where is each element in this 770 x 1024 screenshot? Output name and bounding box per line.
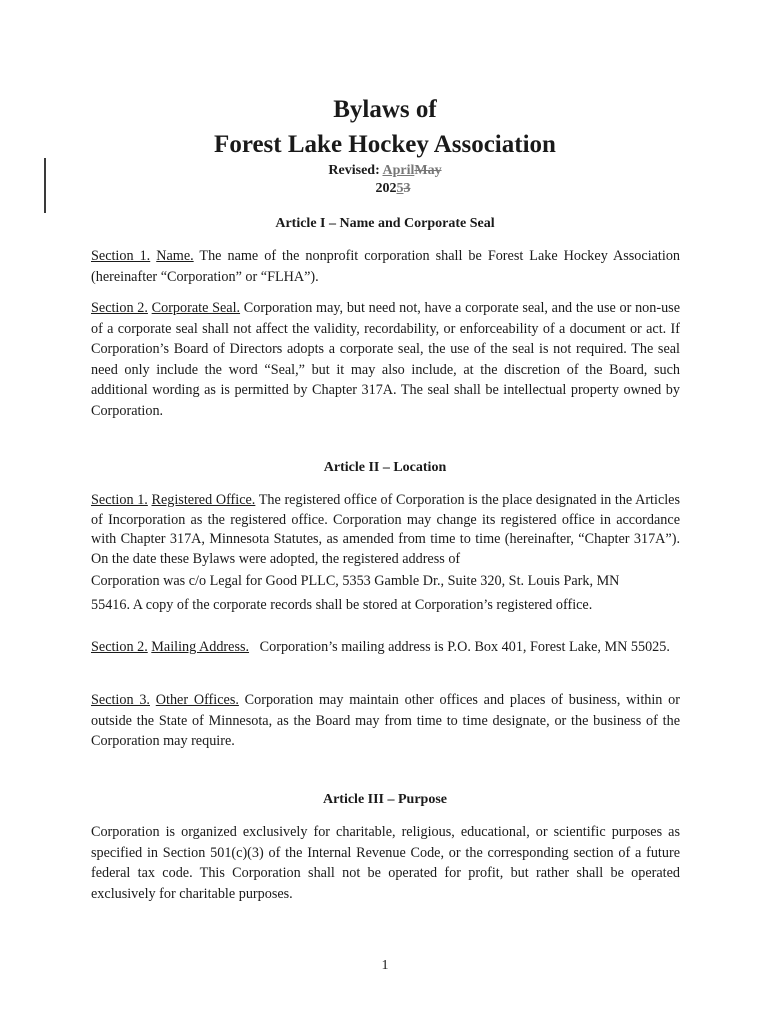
section-title: Corporate Seal. bbox=[151, 300, 241, 316]
article-2-section-2 bbox=[91, 637, 680, 658]
article-1-heading: Article I – Name and Corporate Seal bbox=[275, 216, 495, 231]
revised-year-line bbox=[0, 180, 770, 197]
section-title: Registered Office. bbox=[151, 492, 256, 508]
deleted-month: May bbox=[414, 163, 442, 178]
section-number: Section 2. bbox=[91, 639, 148, 655]
deleted-year-digit: 3 bbox=[403, 181, 411, 196]
section-number: Section 3. bbox=[91, 692, 150, 708]
document-title-line1: Bylaws of bbox=[333, 96, 437, 123]
section-number: Section 1. bbox=[91, 492, 148, 508]
section-title: Name. bbox=[156, 248, 194, 264]
revised-label: Revised: bbox=[328, 163, 383, 178]
section-title: Other Offices. bbox=[155, 692, 239, 708]
section-number: Section 1. bbox=[91, 248, 151, 264]
article-2-section-1 bbox=[91, 491, 680, 569]
article-3-paragraph: Corporation is organized exclusively for charitable, religious, educational, or scientific purposes as specified in Section 501(c)(3) of the Internal Revenue Code, or the corresponding section of a future federal tax code. This Corporation shall not be operated for profit, but rather shall be operated exclusively for charitable purposes. bbox=[91, 824, 680, 902]
section-text: The name of the nonprofit corporation shall be Forest Lake Hockey Association (hereinafter “Corporation” or “FLHA”). bbox=[91, 248, 680, 285]
inserted-month: April bbox=[382, 163, 415, 178]
section-title: Mailing Address. bbox=[151, 639, 250, 655]
article-1-section-1 bbox=[91, 246, 680, 287]
article-2-heading: Article II – Location bbox=[323, 460, 447, 475]
section-text: Corporation may maintain other offices and places of business, within or outside the State of Minnesota, as the Board may from time to time designate, or the business of the Corporation may require. bbox=[91, 692, 680, 749]
article-2-section-1-line2: Corporation was c/o Legal for Good PLLC, 5353 Gamble Dr., Suite 320, St. Louis Park, MN bbox=[91, 573, 620, 589]
section-text: Corporation may, but need not, have a corporate seal, and the use or non-use of a corporate seal shall not affect the validity, recordability, or enforceability of a document or act. If Corporation’s Board of Directors adopts a corporate seal, the use of the seal is not required. The seal need only include the word “Seal,” but it may also include, at the discretion of the Board, such additional wording as is permitted by Chapter 317A. The seal shall be intellectual property owned by Corporation. bbox=[91, 300, 680, 419]
section-text: Corporation’s mailing address is P.O. Box 401, Forest Lake, MN 55025. bbox=[249, 639, 670, 655]
section-number: Section 2. bbox=[91, 300, 148, 316]
article-2-section-1-line3: 55416. A copy of the corporate records shall be stored at Corporation’s registered office. bbox=[91, 597, 593, 613]
article-3-heading: Article III – Purpose bbox=[322, 792, 448, 807]
inserted-year-digit: 5 bbox=[396, 181, 404, 196]
section-text: The registered office of Corporation is the place designated in the Articles of Incorporation as the registered office. Corporation may change its registered office in accordance with Chapter 317A, Minnesota Statutes, as amended from time to time (hereinafter, “Chapter 317A”). On the date these Bylaws were adopted, the registered address of bbox=[91, 492, 680, 567]
revised-year-prefix: 202 bbox=[375, 181, 397, 196]
article-1-section-2 bbox=[91, 298, 680, 421]
page-number: 1 bbox=[381, 958, 389, 973]
article-2-section-3 bbox=[91, 690, 680, 752]
revised-date-line bbox=[0, 162, 770, 179]
document-title-line2: Forest Lake Hockey Association bbox=[214, 131, 556, 158]
